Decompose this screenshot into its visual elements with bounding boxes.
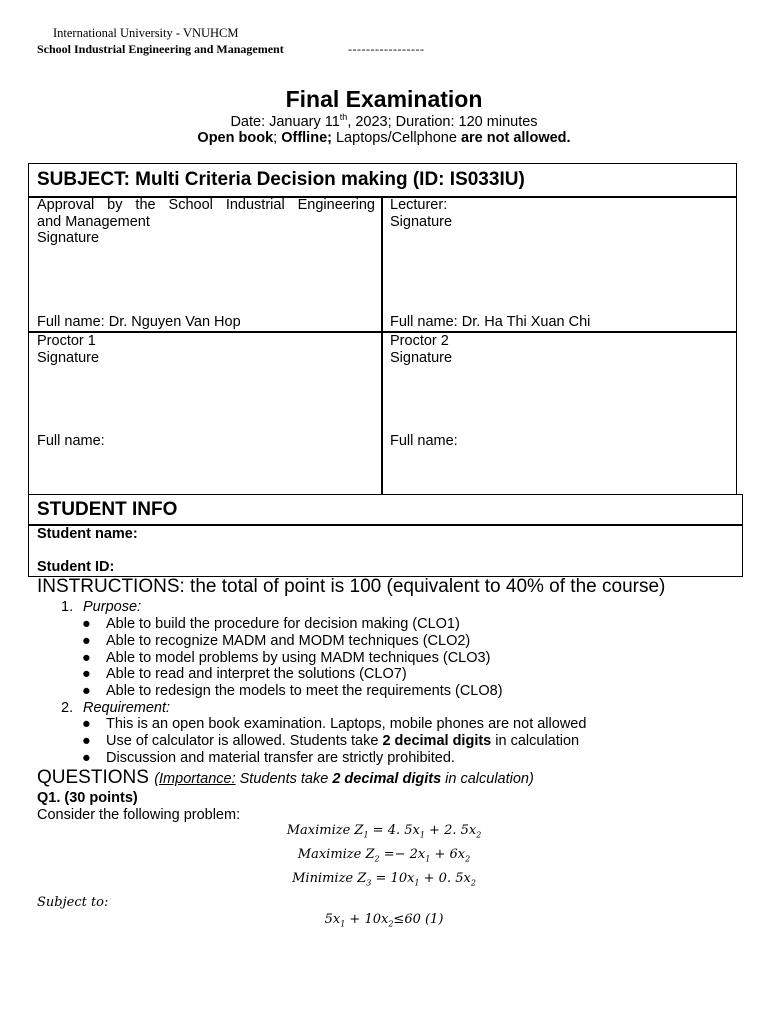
- eq2-c: + 6x: [430, 847, 466, 862]
- header-dashes: -----------------: [348, 42, 425, 56]
- eq2-bsub: 1: [425, 854, 431, 864]
- bullet-icon: ●: [82, 649, 91, 666]
- eq3-a: Minimize Z: [292, 871, 367, 886]
- proctor1-label: Proctor 1: [37, 333, 96, 349]
- eq1-b: = 4. 5x: [368, 823, 420, 838]
- constraint-1: [0, 912, 768, 929]
- equation-z3: [0, 871, 768, 888]
- proctor2-cell: [390, 333, 452, 366]
- approval-fullname: Full name: Dr. Nguyen Van Hop: [37, 314, 241, 330]
- date-suffix: , 2023; Duration: 120 minutes: [347, 114, 538, 130]
- bullet-icon: ●: [82, 750, 91, 766]
- eq3-sub: 3: [366, 878, 372, 888]
- purpose-item-text: Able to read and interpret the solutions (CLO7): [106, 666, 407, 683]
- table-divider: [28, 331, 737, 333]
- requirement-text-3: Discussion and material transfer are strictly prohibited.: [106, 750, 455, 766]
- req2-post: in calculation: [491, 733, 580, 749]
- requirement-number: 2.: [61, 700, 74, 716]
- eq2-sub: 2: [374, 854, 380, 864]
- bullet-icon: ●: [82, 616, 91, 632]
- requirement-text-1: This is an open book examination. Laptops, mobile phones are not allowed: [106, 716, 587, 732]
- lecturer-cell: [390, 197, 452, 230]
- eq1-a: Maximize Z: [286, 823, 364, 838]
- purpose-number: 1.: [61, 599, 74, 615]
- table-column-divider: [381, 196, 383, 495]
- proctor1-fullname: Full name:: [37, 433, 105, 449]
- equation-z2: [0, 847, 768, 864]
- q1-intro: Consider the following problem:: [37, 807, 241, 823]
- eq2-a: Maximize Z: [297, 847, 375, 862]
- rule-offline: Offline;: [281, 130, 332, 146]
- eq1-csub: 2: [476, 830, 482, 840]
- requirement-label: Requirement:: [83, 700, 171, 716]
- c1-a: 5x: [324, 912, 341, 927]
- c1-c: ≤60 (1): [393, 912, 444, 927]
- questions-heading: [37, 767, 534, 789]
- student-name-label: Student name:: [37, 526, 138, 542]
- note-end: in calculation): [441, 771, 534, 787]
- questions-note: [154, 771, 534, 787]
- proctor2-signature-label: Signature: [390, 349, 453, 366]
- proctor1-signature-label: Signature: [37, 349, 100, 366]
- bullet-icon: ●: [82, 632, 91, 649]
- proctor2-label: Proctor 2: [390, 333, 449, 349]
- requirement-text-2: [106, 733, 579, 750]
- eq3-bsub: 1: [414, 878, 420, 888]
- eq1-sub: 1: [363, 830, 369, 840]
- equation-z1: [0, 823, 768, 840]
- proctor2-fullname: Full name:: [390, 433, 458, 449]
- note-bold: 2 decimal digits: [332, 771, 442, 787]
- eq3-c: + 0. 5x: [419, 871, 471, 886]
- lecturer-fullname: Full name: Dr. Ha Thi Xuan Chi: [390, 314, 591, 330]
- lecturer-label: Lecturer:: [390, 197, 448, 213]
- exam-date-line: [0, 114, 768, 130]
- eq2-b: =− 2x: [379, 847, 426, 862]
- purpose-label: Purpose:: [83, 599, 142, 615]
- bullet-icon: ●: [82, 666, 91, 683]
- note-mid: Students take: [235, 771, 333, 787]
- req2-bold: 2 decimal digits: [382, 733, 492, 749]
- proctor1-cell: [37, 333, 99, 366]
- university-name: International University - VNUHCM: [53, 26, 239, 40]
- date-prefix: Date: January 11: [230, 114, 340, 130]
- eq3-csub: 2: [470, 878, 476, 888]
- c1-asub: 1: [340, 919, 346, 929]
- exam-rules-line: [0, 130, 768, 146]
- approval-line1: Approval by the School Industrial Engineering: [37, 197, 375, 213]
- subject-title: SUBJECT: Multi Criteria Decision making (ID: IS033IU): [37, 169, 525, 190]
- school-name: School Industrial Engineering and Management: [37, 42, 284, 56]
- student-info-heading: STUDENT INFO: [37, 499, 178, 520]
- subject-to-label: Subject to:: [37, 895, 109, 910]
- questions-title: QUESTIONS: [37, 767, 149, 788]
- student-id-label: Student ID:: [37, 559, 115, 575]
- bullet-icon: ●: [82, 733, 91, 749]
- rule-sep: ;: [273, 130, 282, 146]
- req2-pre: Use of calculator is allowed. Students take: [106, 733, 383, 749]
- rule-devices: Laptops/Cellphone: [331, 130, 461, 146]
- c1-b: + 10x: [345, 912, 389, 927]
- note-open: (: [154, 771, 160, 787]
- eq1-bsub: 1: [419, 830, 425, 840]
- bullet-icon: ●: [82, 683, 91, 700]
- eq2-csub: 2: [465, 854, 471, 864]
- rule-not-allowed: are not allowed.: [460, 130, 571, 146]
- approval-signature-label: Signature: [37, 230, 100, 246]
- purpose-item-text: Able to build the procedure for decision making (CLO1): [106, 616, 460, 632]
- approval-line2: and Management: [37, 213, 150, 230]
- instructions-heading: INSTRUCTIONS: the total of point is 100 (equivalent to 40% of the course): [37, 576, 666, 597]
- c1-bsub: 2: [388, 919, 394, 929]
- purpose-item-text: Able to redesign the models to meet the requirements (CLO8): [106, 683, 503, 700]
- purpose-item-text: Able to recognize MADM and MODM techniques (CLO2): [106, 632, 471, 649]
- note-importance: Importance:: [159, 771, 236, 787]
- q1-title: Q1. (30 points): [37, 790, 138, 806]
- lecturer-signature-label: Signature: [390, 213, 453, 230]
- bullet-icon: ●: [82, 716, 91, 732]
- date-sup: th: [339, 112, 348, 123]
- rule-open-book: Open book: [197, 130, 274, 146]
- eq3-b: = 10x: [371, 871, 415, 886]
- eq1-c: + 2. 5x: [424, 823, 477, 838]
- purpose-item-text: Able to model problems by using MADM techniques (CLO3): [106, 649, 491, 666]
- approval-cell: [37, 197, 375, 247]
- page-title: Final Examination: [285, 86, 483, 112]
